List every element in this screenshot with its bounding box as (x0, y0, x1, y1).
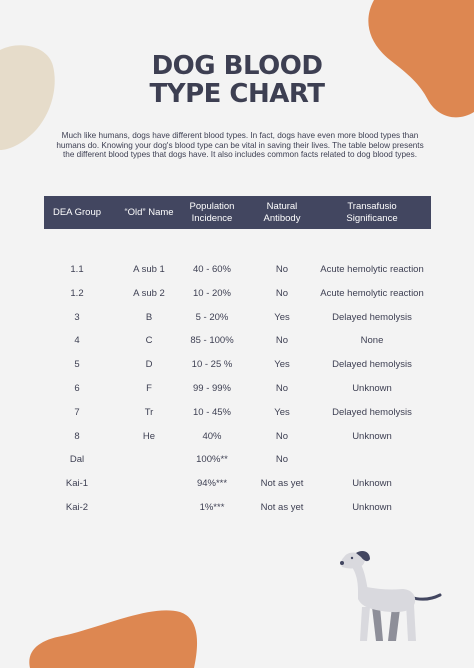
cell-natural-antibody: No (275, 454, 289, 466)
cell-natural-antibody: No (275, 264, 289, 275)
cell-old-name: F (146, 383, 152, 394)
cell-natural-antibody: Not as yet (260, 478, 304, 490)
intro-paragraph: Much like humans, dogs have different blood types. In fact, dogs have even more blood types than humans do. Knowing your dog's blood type can be vital in saving their lives. The table below presents the different blood types that dogs have. It also includes common facts related to dog blood types. (56, 131, 424, 159)
cell-dea-group: 3 (74, 311, 80, 323)
cell-population-incidence: 10 - 20% (192, 287, 232, 299)
header-population-incidence: Population Incidence (189, 200, 235, 224)
table-row (44, 311, 431, 325)
cell-transfusion-significance: Unknown (352, 502, 392, 513)
cell-old-name: C (145, 335, 153, 347)
cell-transfusion-significance: None (360, 335, 384, 347)
cell-dea-group: 1.1 (70, 264, 84, 275)
cell-old-name (110, 501, 188, 515)
cell-transfusion-significance: Unknown (352, 383, 392, 394)
table-row (44, 501, 431, 515)
cell-dea-group: 6 (74, 383, 80, 394)
cell-transfusion-significance: Acute hemolytic reaction (320, 264, 424, 275)
table-row (44, 358, 431, 372)
cell-dea-group: Dal (69, 454, 85, 466)
cell-transfusion-significance: Acute hemolytic reaction (320, 287, 424, 299)
table-row (44, 334, 431, 348)
cell-transfusion-significance (312, 453, 432, 467)
table-row (44, 477, 431, 491)
cell-population-incidence: 100%** (196, 454, 228, 466)
cell-old-name: A sub 2 (133, 287, 165, 299)
orange-blob-bottom-left (0, 600, 210, 668)
cell-transfusion-significance: Delayed hemolysis (332, 406, 412, 418)
cell-population-incidence: 99 - 99% (192, 383, 232, 394)
cell-transfusion-significance: Unknown (352, 430, 392, 442)
cell-old-name (110, 477, 188, 491)
cell-natural-antibody: No (275, 335, 289, 347)
cell-dea-group: 1.2 (70, 287, 84, 299)
cell-population-incidence: 1%*** (199, 502, 225, 513)
cell-natural-antibody: Yes (274, 406, 290, 418)
header-dea-group: DEA Group (52, 206, 102, 218)
cell-dea-group: 8 (74, 430, 80, 442)
cell-population-incidence: 5 - 20% (195, 311, 229, 323)
cell-population-incidence: 94%*** (196, 478, 228, 490)
table-header (44, 196, 431, 229)
cell-natural-antibody: No (275, 383, 289, 394)
table-row (44, 453, 431, 467)
cell-natural-antibody: Not as yet (260, 502, 304, 513)
page-title-line1: DOG BLOOD (151, 51, 323, 81)
table-row (44, 430, 431, 444)
dog-illustration (336, 545, 446, 645)
header-old-name: “Old” Name (124, 206, 174, 218)
cell-old-name: D (145, 359, 153, 371)
cell-transfusion-significance: Delayed hemolysis (332, 359, 412, 371)
cell-population-incidence: 40 - 60% (192, 264, 232, 275)
cell-old-name: Tr (144, 406, 154, 418)
cell-natural-antibody: No (275, 430, 289, 442)
cell-transfusion-significance: Delayed hemolysis (332, 311, 412, 323)
cell-natural-antibody: Yes (274, 359, 290, 371)
cell-old-name: He (142, 430, 156, 442)
cell-population-incidence: 10 - 45% (192, 406, 232, 418)
cell-population-incidence: 85 - 100% (190, 335, 234, 347)
table-row (44, 287, 431, 301)
header-transfusion-significance: Transafusio Significance (346, 200, 398, 224)
table-row (44, 406, 431, 420)
cell-dea-group: 5 (74, 359, 80, 371)
cell-population-incidence: 10 - 25 % (191, 359, 233, 371)
cell-dea-group: 4 (74, 335, 80, 347)
cell-old-name (110, 453, 188, 467)
cell-population-incidence: 40% (202, 430, 222, 442)
cell-dea-group: 7 (74, 406, 80, 418)
cell-dea-group: Kai-1 (65, 478, 89, 490)
cell-transfusion-significance: Unknown (352, 478, 392, 490)
table-row (44, 382, 431, 396)
cell-natural-antibody: Yes (274, 311, 290, 323)
page-title-line2: TYPE CHART (149, 79, 325, 109)
cell-natural-antibody: No (275, 287, 289, 299)
cell-dea-group: Kai-2 (65, 502, 89, 513)
table-row (44, 263, 431, 277)
cell-old-name: B (145, 311, 153, 323)
header-natural-antibody: Natural Antibody (263, 200, 301, 224)
cell-old-name: A sub 1 (133, 264, 165, 275)
